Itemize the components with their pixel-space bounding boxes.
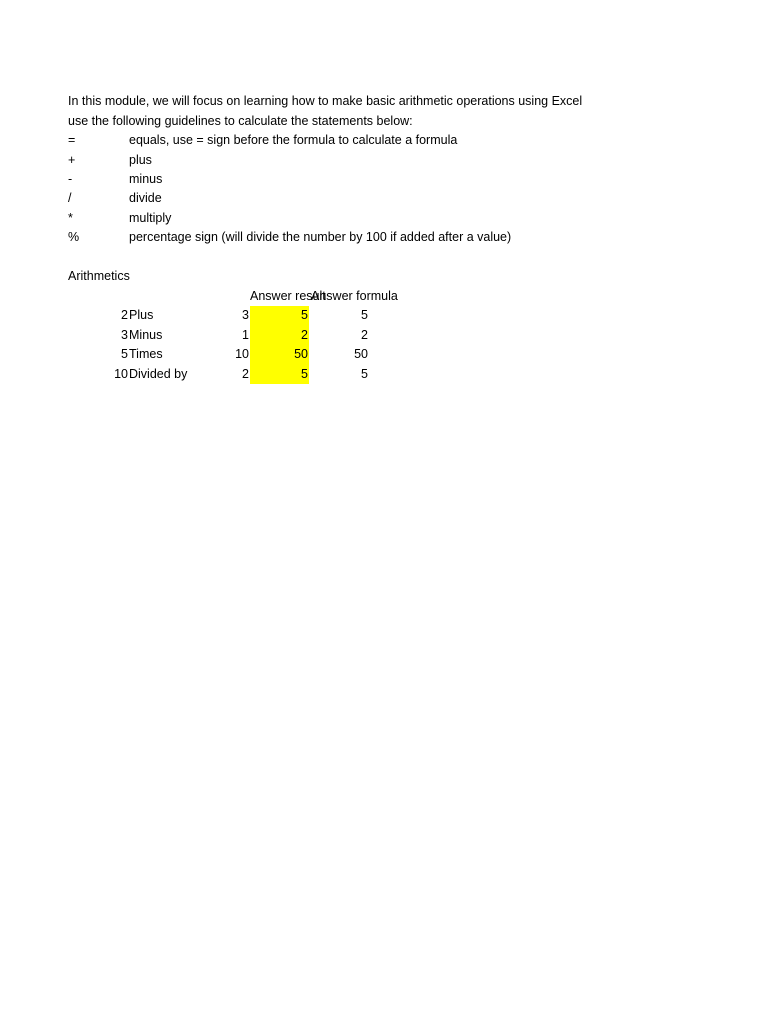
operand-b: 10	[235, 347, 249, 361]
answer-result-cell[interactable]: 5	[250, 306, 309, 326]
operator-row-minus	[68, 170, 688, 189]
operator-symbol: %	[68, 230, 80, 244]
table-row	[68, 326, 398, 346]
header-answer-formula: Answer formula	[311, 289, 398, 303]
operator-row-equals	[68, 131, 688, 150]
operator-description: percentage sign (will divide the number by 100 if added after a value)	[129, 230, 512, 244]
operator-row-percent	[68, 228, 688, 247]
operator-symbol: =	[68, 133, 76, 147]
answer-result-cell[interactable]: 2	[250, 326, 309, 346]
operator-description: minus	[129, 172, 163, 186]
operand-a: 2	[121, 308, 128, 322]
answer-result-cell[interactable]: 5	[250, 365, 309, 385]
operator-description: multiply	[129, 211, 172, 225]
answer-formula-cell[interactable]: 5	[361, 308, 368, 322]
table-row	[68, 306, 398, 326]
operation-label: Minus	[129, 327, 163, 342]
arithmetics-title: Arithmetics	[68, 269, 130, 283]
answer-formula-cell[interactable]: 50	[354, 347, 368, 361]
table-row	[68, 365, 398, 385]
answer-formula-cell[interactable]: 5	[361, 366, 368, 381]
operation-label: Plus	[129, 308, 154, 322]
operator-symbol: +	[68, 153, 76, 167]
operator-description: equals, use = sign before the formula to calculate a formula	[129, 133, 458, 147]
operation-label: Divided by	[129, 366, 188, 381]
operand-b: 2	[242, 366, 249, 381]
answer-result-cell[interactable]: 50	[250, 345, 309, 365]
operand-a: 10	[114, 366, 128, 381]
table-row	[68, 345, 398, 365]
operator-row-divide	[68, 189, 688, 208]
operand-b: 1	[242, 327, 249, 342]
operand-b: 3	[242, 308, 249, 322]
operator-symbol: -	[68, 172, 73, 186]
operator-row-plus	[68, 151, 688, 170]
operator-description: divide	[129, 191, 162, 205]
intro-line-2: use the following guidelines to calculate the statements below:	[68, 114, 413, 128]
operator-description: plus	[129, 153, 152, 167]
operation-label: Times	[129, 347, 163, 361]
operator-row-multiply	[68, 209, 688, 228]
operand-a: 5	[121, 347, 128, 361]
header-answer-result: Answer result	[250, 289, 326, 303]
operator-symbol: *	[68, 211, 73, 225]
intro-line-1: In this module, we will focus on learning how to make basic arithmetic operations using Excel	[68, 94, 583, 108]
answer-formula-cell[interactable]: 2	[361, 327, 368, 342]
operator-symbol: /	[68, 191, 72, 205]
operand-a: 3	[121, 327, 128, 342]
